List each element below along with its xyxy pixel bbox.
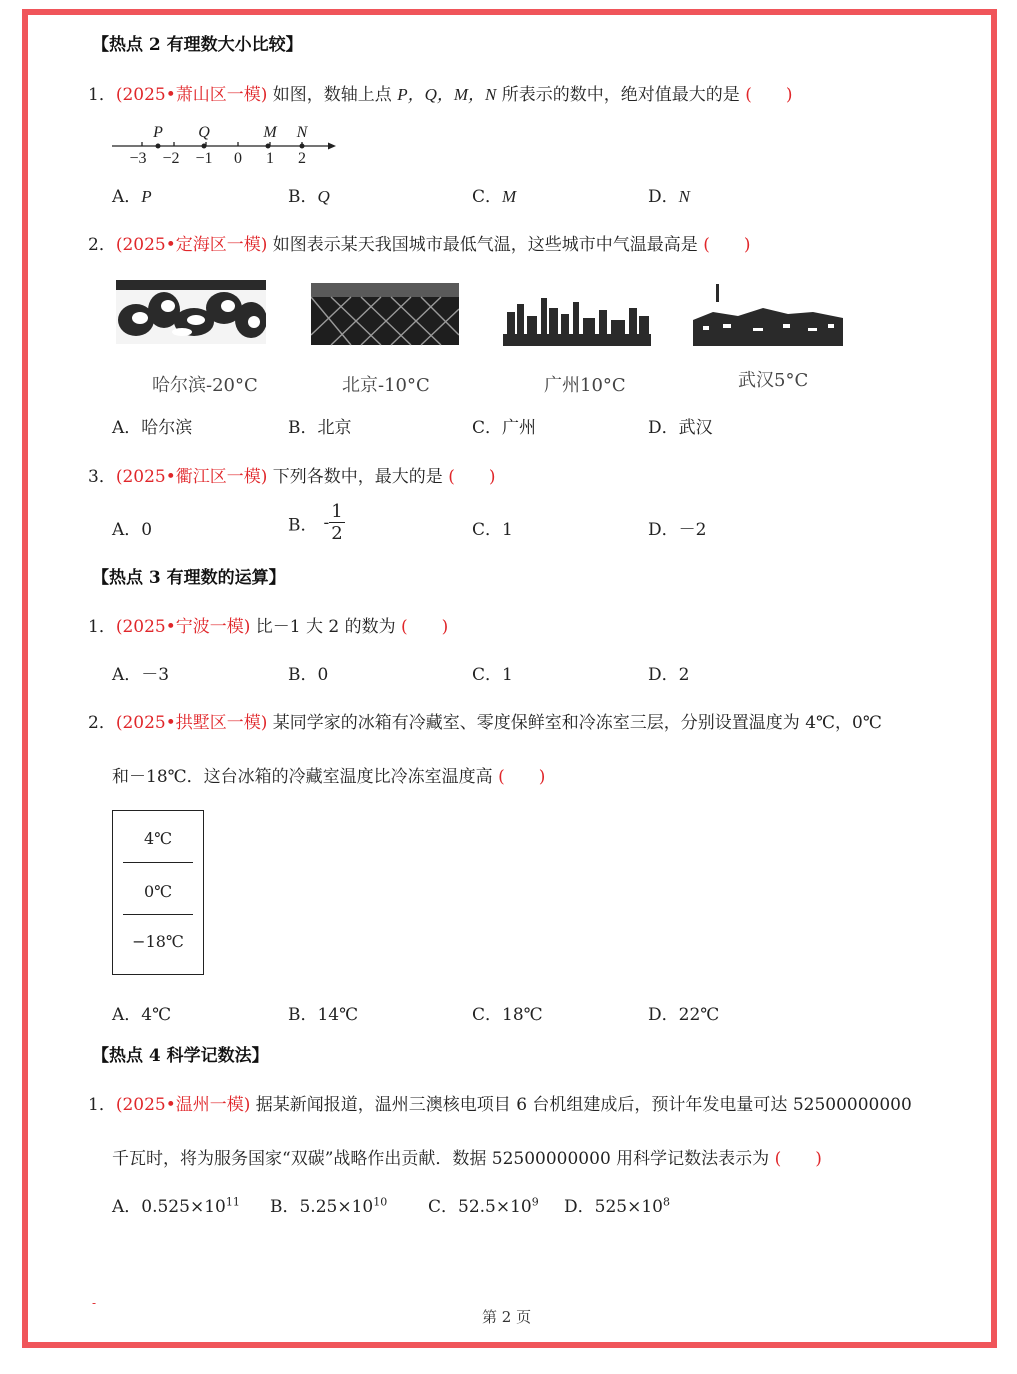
option-value: P (141, 187, 152, 206)
s2-q1-option-c (472, 182, 516, 207)
question-source: (2025•定海区一模) (115, 235, 268, 255)
option-letter: C． (472, 187, 503, 207)
point-label-p: P (153, 124, 163, 141)
fridge-bottom-temp: −18℃ (132, 932, 184, 951)
s3-q1-stem (88, 612, 448, 637)
s2-q3-option-b (288, 503, 345, 543)
question-text: 下列各数中，最大的是 (267, 467, 449, 487)
answer-paren: ( ) (703, 235, 751, 255)
answer-paren: ( ) (448, 467, 496, 487)
s4-q1-option-c (428, 1192, 539, 1217)
s2-q2-option-a: A．哈尔滨 (112, 418, 193, 438)
option-exponent: 9 (531, 1195, 539, 1209)
answer-paren: ( ) (401, 617, 449, 637)
s3-q1-option-d: D．2 (648, 665, 690, 685)
s4-q1-stem-line2 (112, 1144, 822, 1169)
number-line (108, 120, 348, 170)
fraction-numerator: 1 (331, 501, 343, 522)
tick-label-2: 2 (298, 150, 306, 167)
tick-label-0: 0 (234, 150, 242, 167)
question-text: 如图表示某天我国城市最低气温，这些城市中气温最高是 (267, 235, 704, 255)
s2-q1-option-b (288, 182, 330, 207)
option-value: Q (317, 187, 330, 206)
s3-q2-stem (88, 708, 882, 733)
s3-q2-option-d: D．22℃ (648, 1005, 720, 1025)
question-text: 某同学家的冰箱有冷藏室、零度保鲜室和冷冻室三层，分别设置温度为 4℃，0℃ (267, 713, 882, 733)
fridge-divider-2 (123, 914, 193, 915)
fraction-denominator: 2 (331, 523, 343, 544)
question-number: 2． (88, 235, 116, 255)
option-letter: B． (288, 187, 318, 207)
question-number: 2． (88, 713, 116, 733)
option-exponent: 11 (225, 1195, 240, 1209)
harbin-photo (116, 280, 266, 344)
option-exponent: 8 (662, 1195, 670, 1209)
section-4-title: 【热点 4 科学记数法】 (92, 1046, 269, 1066)
question-number: 3． (88, 467, 116, 487)
fraction-sign: - (323, 513, 330, 533)
fridge-diagram (112, 810, 204, 975)
option-exponent: 10 (373, 1195, 388, 1209)
question-source: (2025•衢江区一模) (115, 467, 268, 487)
question-source: (2025•温州一模) (115, 1095, 251, 1115)
s3-q1-option-c: C．1 (472, 665, 513, 685)
point-q (202, 144, 207, 149)
page-number: 第 2 页 (482, 1308, 532, 1326)
tick-label-1: 1 (266, 150, 274, 167)
s3-q2-option-a: A．4℃ (112, 1005, 172, 1025)
question-source: (2025•拱墅区一模) (115, 713, 268, 733)
caption-wuhan: 武汉5°C (738, 370, 809, 391)
tick-label-m1: −1 (195, 150, 213, 167)
question-number: 1． (88, 85, 116, 105)
s2-q3-stem (88, 462, 495, 487)
question-text: 比－1 大 2 的数为 (250, 617, 402, 637)
wuhan-photo (693, 282, 843, 346)
question-number: 1． (88, 617, 116, 637)
section-3-title: 【热点 3 有理数的运算】 (92, 568, 286, 588)
s3-q1-option-b: B．0 (288, 665, 329, 685)
option-value: N (678, 187, 690, 206)
s3-q2-stem-line2 (112, 762, 545, 787)
s4-q1-option-d (564, 1192, 670, 1217)
s2-q3-option-d: D．－2 (648, 520, 707, 540)
question-vars: P，Q，M，N (397, 85, 497, 104)
s2-q2-option-d: D．武汉 (648, 418, 713, 438)
option-label: C．52.5×10 (428, 1197, 532, 1217)
question-text-2: 千瓦时，将为服务国家“双碳”战略作出贡献．数据 52500000000 用科学记数法表示为 (112, 1149, 775, 1169)
point-n (300, 144, 305, 149)
section-2-title: 【热点 2 有理数大小比较】 (92, 35, 303, 55)
fraction (329, 503, 344, 543)
answer-paren: ( ) (498, 767, 546, 787)
s2-q3-option-c: C．1 (472, 520, 513, 540)
option-label: B．5.25×10 (270, 1197, 374, 1217)
question-source: (2025•萧山区一模) (115, 85, 268, 105)
s2-q1-stem (88, 80, 792, 105)
fridge-middle-temp: 0℃ (143, 882, 173, 901)
s2-q1-option-d (648, 182, 690, 207)
point-p (156, 144, 161, 149)
caption-beijing: 北京-10°C (342, 375, 430, 396)
s2-q2-option-c: C．广州 (472, 418, 537, 438)
question-source: (2025•宁波一模) (115, 617, 251, 637)
point-label-m: M (263, 124, 277, 141)
caption-harbin: 哈尔滨-20°C (152, 375, 258, 396)
s3-q2-option-c: C．18℃ (472, 1005, 543, 1025)
s4-q1-option-b (270, 1192, 387, 1217)
s3-q1-option-a: A．－3 (112, 665, 170, 685)
s2-q1-option-a (112, 182, 152, 207)
fridge-top-temp: 4℃ (143, 829, 173, 848)
option-label: D．525×10 (564, 1197, 663, 1217)
answer-paren: ( ) (774, 1149, 822, 1169)
question-number: 1． (88, 1095, 116, 1115)
answer-paren: ( ) (745, 85, 793, 105)
option-label: A．0.525×10 (112, 1197, 226, 1217)
point-label-q: Q (198, 124, 210, 141)
option-letter: D． (648, 187, 679, 207)
s4-q1-option-a (112, 1192, 240, 1217)
s2-q3-option-a: A．0 (112, 520, 153, 540)
question-text-2: 和－18℃．这台冰箱的冷藏室温度比冷冻室温度高 (112, 767, 499, 787)
question-text: 如图，数轴上点 (267, 85, 398, 105)
axis-arrow (328, 143, 336, 150)
point-label-n: N (296, 124, 308, 141)
s2-q2-option-b: B．北京 (288, 418, 352, 438)
guangzhou-photo (503, 290, 651, 354)
question-text-2: 所表示的数中，绝对值最大的是 (496, 85, 746, 105)
question-text: 据某新闻报道，温州三澳核电项目 6 台机组建成后，预计年发电量可达 52500000000 (250, 1095, 912, 1115)
s4-q1-stem (88, 1090, 912, 1115)
tick-label-m2: −2 (162, 150, 180, 167)
s2-q2-stem (88, 230, 750, 255)
tick-label-m3: −3 (129, 150, 147, 167)
s3-q2-option-b: B．14℃ (288, 1005, 359, 1025)
point-m (266, 144, 271, 149)
caption-guangzhou: 广州10°C (544, 375, 626, 396)
footer-mark: - (92, 1296, 97, 1310)
option-letter: B． (288, 515, 318, 536)
option-letter: A． (112, 187, 142, 207)
beijing-photo (311, 283, 459, 347)
fridge-divider-1 (123, 862, 193, 863)
option-value: M (502, 187, 517, 206)
